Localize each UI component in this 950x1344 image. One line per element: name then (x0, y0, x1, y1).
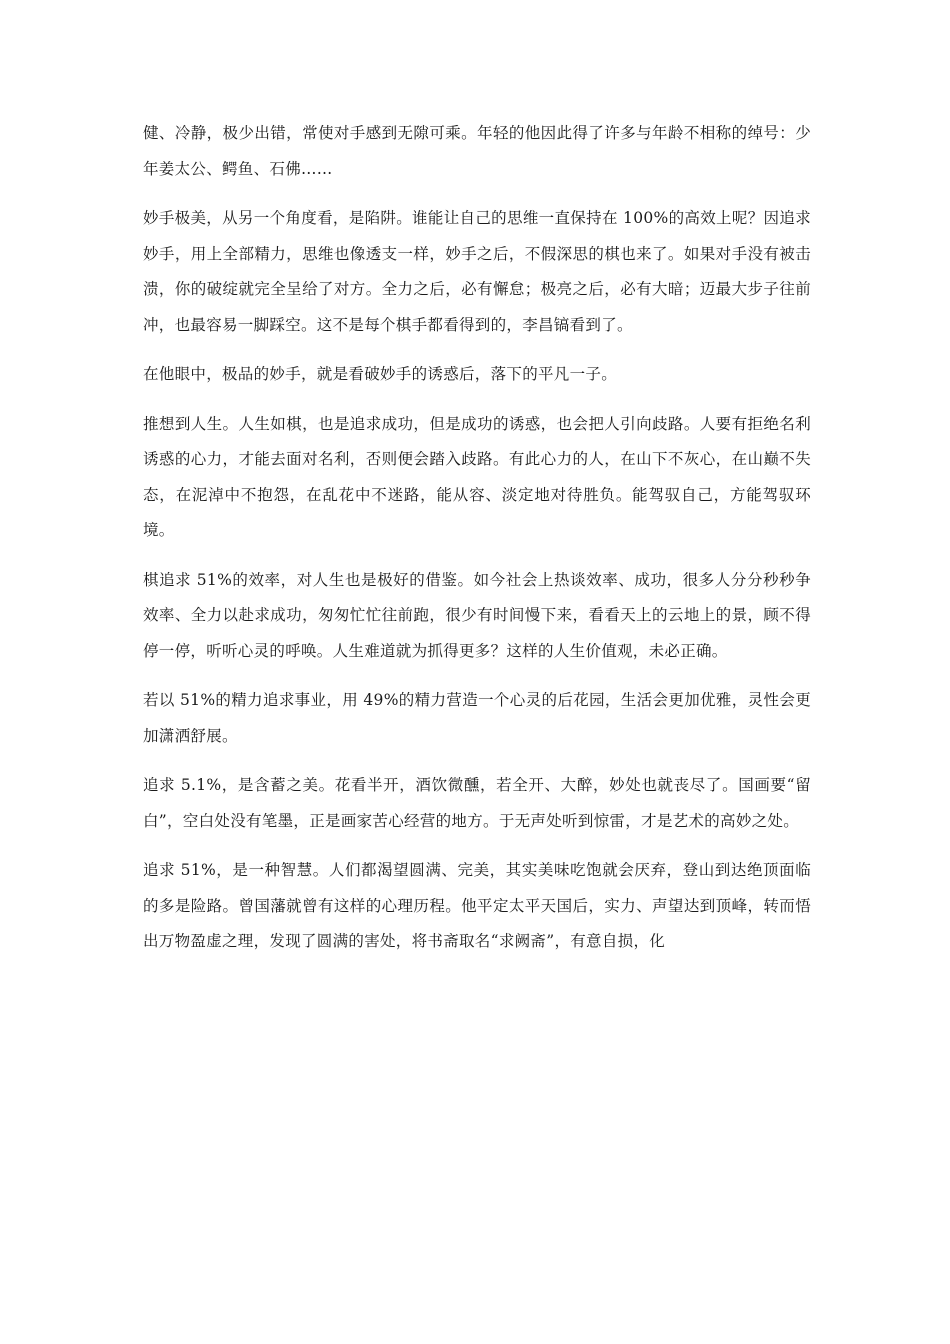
document-body (143, 116, 811, 974)
paragraph-5: 棋追求 51%的效率，对人生也是极好的借鉴。如今社会上热谈效率、成功，很多人分分秒秒争效率、全力以赴求成功，匆匆忙忙往前跑，很少有时间慢下来，看看天上的云地上的景，顾不得停一停，听听心灵的呼唤。人生难道就为抓得更多？这样的人生价值观，未必正确。 (143, 570, 811, 660)
paragraph-8: 追求 51%，是一种智慧。人们都渴望圆满、完美，其实美味吃饱就会厌弃，登山到达绝顶面临的多是险路。曾国藩就曾有这样的心理历程。他平定太平天国后，实力、声望达到顶峰，转而悟出万物盈虚之理，发现了圆满的害处，将书斋取名“求阙斋”，有意自损，化 (143, 861, 811, 950)
paragraph-6: 若以 51%的精力追求事业，用 49%的精力营造一个心灵的后花园，生活会更加优雅，灵性会更加潇洒舒展。 (143, 691, 811, 745)
paragraph-7: 追求 5.1%，是含蓄之美。花看半开，酒饮微醺，若全开、大醉，妙处也就丧尽了。国画要“留白”，空白处没有笔墨，正是画家苦心经营的地方。于无声处听到惊雷，才是艺术的高妙之处。 (143, 776, 811, 830)
paragraph-3: 在他眼中，极品的妙手，就是看破妙手的诱惑后，落下的平凡一子。 (143, 365, 618, 383)
paragraph-2: 妙手极美，从另一个角度看，是陷阱。谁能让自己的思维一直保持在 100%的高效上呢？因追求妙手，用上全部精力，思维也像透支一样，妙手之后，不假深思的棋也来了。如果对手没有被击溃，你的破绽就完全呈给了对方。全力之后，必有懈怠；极亮之后，必有大暗；迈最大步子往前冲，也最容易一脚踩空。这不是每个棋手都看得到的，李昌镐看到了。 (143, 209, 811, 334)
paragraph-4: 推想到人生。人生如棋，也是追求成功，但是成功的诱惑，也会把人引向歧路。人要有拒绝名利诱惑的心力，才能去面对名利，否则便会踏入歧路。有此心力的人，在山下不灰心，在山巅不失态，在泥淖中不抱怨，在乱花中不迷路，能从容、淡定地对待胜负。能驾驭自己，方能驾驭环境。 (143, 414, 811, 539)
paragraph-1: 健、冷静，极少出错，常使对手感到无隙可乘。年轻的他因此得了许多与年龄不相称的绰号：少年姜太公、鳄鱼、石佛…… (143, 124, 811, 178)
